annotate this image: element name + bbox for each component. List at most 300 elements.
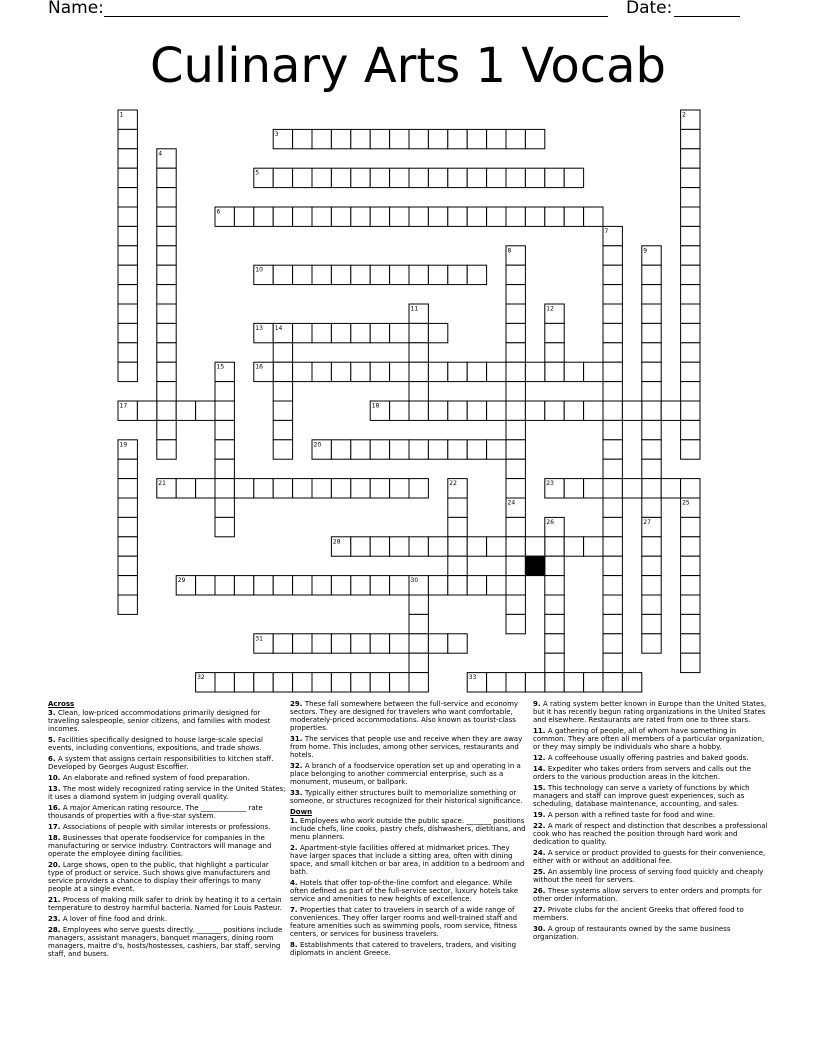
grid-cell[interactable] <box>409 537 428 556</box>
grid-cell[interactable] <box>603 246 622 265</box>
grid-cell[interactable] <box>293 479 312 498</box>
grid-cell[interactable] <box>642 576 661 595</box>
grid-cell[interactable] <box>157 246 176 265</box>
grid-cell[interactable] <box>642 343 661 362</box>
grid-cell[interactable] <box>681 285 700 304</box>
grid-cell[interactable] <box>622 401 641 420</box>
grid-cell[interactable] <box>293 323 312 342</box>
grid-cell[interactable] <box>506 129 525 148</box>
grid-cell[interactable] <box>506 382 525 401</box>
grid-cell[interactable] <box>564 479 583 498</box>
grid-cell[interactable] <box>351 634 370 653</box>
grid-cell[interactable] <box>409 362 428 381</box>
grid-cell[interactable] <box>157 226 176 245</box>
grid-cell[interactable] <box>681 149 700 168</box>
grid-cell[interactable] <box>545 323 564 342</box>
grid-cell[interactable] <box>584 401 603 420</box>
grid-cell[interactable] <box>312 362 331 381</box>
grid-cell[interactable] <box>564 673 583 692</box>
grid-cell[interactable] <box>312 576 331 595</box>
grid-cell[interactable] <box>409 653 428 672</box>
grid-cell[interactable] <box>312 323 331 342</box>
grid-cell[interactable] <box>506 576 525 595</box>
grid-cell[interactable] <box>506 537 525 556</box>
grid-cell[interactable] <box>409 401 428 420</box>
grid-cell[interactable] <box>176 479 195 498</box>
grid-cell[interactable] <box>312 168 331 187</box>
grid-cell[interactable] <box>428 362 447 381</box>
grid-cell[interactable] <box>584 673 603 692</box>
grid-cell[interactable] <box>234 673 253 692</box>
grid-cell[interactable] <box>293 168 312 187</box>
grid-cell[interactable] <box>603 517 622 536</box>
grid-cell[interactable] <box>370 537 389 556</box>
grid-cell[interactable] <box>215 459 234 478</box>
grid-cell[interactable] <box>293 265 312 284</box>
grid-cell[interactable] <box>273 168 292 187</box>
grid-cell[interactable] <box>681 207 700 226</box>
grid-cell[interactable] <box>157 382 176 401</box>
grid-cell[interactable] <box>234 576 253 595</box>
grid-cell[interactable] <box>681 168 700 187</box>
grid-cell[interactable] <box>370 129 389 148</box>
grid-cell[interactable] <box>409 673 428 692</box>
grid-cell[interactable] <box>642 459 661 478</box>
grid-cell[interactable] <box>642 595 661 614</box>
grid-cell[interactable] <box>331 634 350 653</box>
grid-cell[interactable] <box>215 517 234 536</box>
grid-cell[interactable] <box>487 207 506 226</box>
grid-cell[interactable] <box>603 401 622 420</box>
grid-cell[interactable] <box>603 304 622 323</box>
grid-cell[interactable] <box>409 129 428 148</box>
grid-cell[interactable] <box>681 226 700 245</box>
grid-cell[interactable] <box>545 653 564 672</box>
grid-cell[interactable] <box>273 362 292 381</box>
grid-cell[interactable] <box>448 517 467 536</box>
grid-cell[interactable] <box>448 634 467 653</box>
grid-cell[interactable] <box>603 614 622 633</box>
grid-cell[interactable] <box>545 207 564 226</box>
grid-cell[interactable] <box>448 576 467 595</box>
grid-cell[interactable] <box>390 168 409 187</box>
grid-cell[interactable] <box>564 362 583 381</box>
grid-cell[interactable] <box>351 479 370 498</box>
grid-cell[interactable] <box>312 265 331 284</box>
grid-cell[interactable] <box>118 479 137 498</box>
grid-cell[interactable] <box>448 440 467 459</box>
grid-cell[interactable] <box>681 440 700 459</box>
grid-cell[interactable] <box>603 382 622 401</box>
grid-cell[interactable] <box>157 323 176 342</box>
grid-cell[interactable] <box>467 576 486 595</box>
grid-cell[interactable] <box>273 420 292 439</box>
grid-cell[interactable] <box>603 653 622 672</box>
grid-cell[interactable] <box>351 440 370 459</box>
grid-cell[interactable] <box>506 207 525 226</box>
grid-cell[interactable] <box>428 537 447 556</box>
grid-cell[interactable] <box>118 129 137 148</box>
grid-cell[interactable] <box>157 362 176 381</box>
grid-cell[interactable] <box>293 634 312 653</box>
grid-cell[interactable] <box>390 207 409 226</box>
grid-cell[interactable] <box>564 401 583 420</box>
grid-cell[interactable] <box>564 537 583 556</box>
grid-cell[interactable] <box>273 634 292 653</box>
grid-cell[interactable] <box>331 440 350 459</box>
grid-cell[interactable] <box>642 556 661 575</box>
grid-cell[interactable] <box>370 207 389 226</box>
grid-cell[interactable] <box>448 498 467 517</box>
grid-cell[interactable] <box>506 517 525 536</box>
grid-cell[interactable] <box>215 440 234 459</box>
grid-cell[interactable] <box>603 362 622 381</box>
grid-cell[interactable] <box>681 614 700 633</box>
grid-cell[interactable] <box>118 226 137 245</box>
grid-cell[interactable] <box>603 537 622 556</box>
grid-cell[interactable] <box>312 673 331 692</box>
grid-cell[interactable] <box>622 673 641 692</box>
grid-cell[interactable] <box>545 343 564 362</box>
grid-cell[interactable] <box>390 576 409 595</box>
grid-cell[interactable] <box>642 634 661 653</box>
grid-cell[interactable] <box>506 459 525 478</box>
grid-cell[interactable] <box>681 576 700 595</box>
grid-cell[interactable] <box>584 479 603 498</box>
grid-cell[interactable] <box>506 323 525 342</box>
grid-cell[interactable] <box>196 576 215 595</box>
grid-cell[interactable] <box>584 207 603 226</box>
grid-cell[interactable] <box>681 382 700 401</box>
grid-cell[interactable] <box>390 479 409 498</box>
grid-cell[interactable] <box>118 323 137 342</box>
grid-cell[interactable] <box>118 246 137 265</box>
grid-cell[interactable] <box>351 168 370 187</box>
grid-cell[interactable] <box>448 556 467 575</box>
grid-cell[interactable] <box>370 479 389 498</box>
grid-cell[interactable] <box>390 537 409 556</box>
grid-cell[interactable] <box>409 595 428 614</box>
grid-cell[interactable] <box>254 207 273 226</box>
grid-cell[interactable] <box>506 168 525 187</box>
grid-cell[interactable] <box>603 440 622 459</box>
grid-cell[interactable] <box>681 246 700 265</box>
grid-cell[interactable] <box>681 343 700 362</box>
grid-cell[interactable] <box>409 323 428 342</box>
grid-cell[interactable] <box>428 265 447 284</box>
grid-cell[interactable] <box>603 498 622 517</box>
grid-cell[interactable] <box>273 382 292 401</box>
grid-cell[interactable] <box>448 265 467 284</box>
grid-cell[interactable] <box>525 207 544 226</box>
grid-cell[interactable] <box>157 207 176 226</box>
grid-cell[interactable] <box>370 440 389 459</box>
grid-cell[interactable] <box>487 129 506 148</box>
grid-cell[interactable] <box>157 420 176 439</box>
grid-cell[interactable] <box>428 401 447 420</box>
grid-cell[interactable] <box>545 537 564 556</box>
grid-cell[interactable] <box>331 479 350 498</box>
grid-cell[interactable] <box>157 285 176 304</box>
grid-cell[interactable] <box>642 265 661 284</box>
grid-cell[interactable] <box>409 343 428 362</box>
grid-cell[interactable] <box>584 537 603 556</box>
grid-cell[interactable] <box>409 382 428 401</box>
grid-cell[interactable] <box>603 459 622 478</box>
grid-cell[interactable] <box>467 129 486 148</box>
grid-cell[interactable] <box>467 265 486 284</box>
grid-cell[interactable] <box>118 595 137 614</box>
grid-cell[interactable] <box>681 634 700 653</box>
grid-cell[interactable] <box>118 537 137 556</box>
grid-cell[interactable] <box>331 576 350 595</box>
grid-cell[interactable] <box>234 479 253 498</box>
grid-cell[interactable] <box>390 129 409 148</box>
grid-cell[interactable] <box>409 614 428 633</box>
grid-cell[interactable] <box>215 401 234 420</box>
grid-cell[interactable] <box>545 634 564 653</box>
grid-cell[interactable] <box>681 556 700 575</box>
grid-cell[interactable] <box>370 323 389 342</box>
grid-cell[interactable] <box>603 420 622 439</box>
grid-cell[interactable] <box>157 265 176 284</box>
grid-cell[interactable] <box>681 188 700 207</box>
grid-cell[interactable] <box>273 343 292 362</box>
grid-cell[interactable] <box>351 323 370 342</box>
grid-cell[interactable] <box>118 362 137 381</box>
grid-cell[interactable] <box>196 401 215 420</box>
grid-cell[interactable] <box>331 673 350 692</box>
grid-cell[interactable] <box>545 168 564 187</box>
grid-cell[interactable] <box>293 129 312 148</box>
grid-cell[interactable] <box>506 614 525 633</box>
grid-cell[interactable] <box>273 207 292 226</box>
grid-cell[interactable] <box>642 285 661 304</box>
grid-cell[interactable] <box>409 207 428 226</box>
grid-cell[interactable] <box>157 188 176 207</box>
grid-cell[interactable] <box>448 537 467 556</box>
grid-cell[interactable] <box>331 168 350 187</box>
grid-cell[interactable] <box>506 401 525 420</box>
grid-cell[interactable] <box>351 265 370 284</box>
grid-cell[interactable] <box>176 401 195 420</box>
grid-cell[interactable] <box>293 576 312 595</box>
grid-cell[interactable] <box>351 207 370 226</box>
grid-cell[interactable] <box>525 537 544 556</box>
grid-cell[interactable] <box>118 285 137 304</box>
grid-cell[interactable] <box>390 634 409 653</box>
grid-cell[interactable] <box>603 479 622 498</box>
grid-cell[interactable] <box>642 614 661 633</box>
grid-cell[interactable] <box>428 129 447 148</box>
grid-cell[interactable] <box>254 576 273 595</box>
grid-cell[interactable] <box>642 401 661 420</box>
grid-cell[interactable] <box>584 362 603 381</box>
grid-cell[interactable] <box>351 129 370 148</box>
grid-cell[interactable] <box>681 537 700 556</box>
grid-cell[interactable] <box>409 440 428 459</box>
grid-cell[interactable] <box>545 576 564 595</box>
grid-cell[interactable] <box>642 362 661 381</box>
grid-cell[interactable] <box>409 265 428 284</box>
grid-cell[interactable] <box>273 401 292 420</box>
grid-cell[interactable] <box>603 285 622 304</box>
grid-cell[interactable] <box>545 556 564 575</box>
grid-cell[interactable] <box>506 285 525 304</box>
grid-cell[interactable] <box>467 440 486 459</box>
grid-cell[interactable] <box>642 537 661 556</box>
grid-cell[interactable] <box>603 673 622 692</box>
grid-cell[interactable] <box>273 479 292 498</box>
grid-cell[interactable] <box>681 517 700 536</box>
grid-cell[interactable] <box>622 479 641 498</box>
grid-cell[interactable] <box>487 401 506 420</box>
grid-cell[interactable] <box>157 168 176 187</box>
grid-cell[interactable] <box>157 343 176 362</box>
grid-cell[interactable] <box>603 576 622 595</box>
grid-cell[interactable] <box>390 440 409 459</box>
grid-cell[interactable] <box>370 265 389 284</box>
grid-cell[interactable] <box>390 673 409 692</box>
grid-cell[interactable] <box>428 323 447 342</box>
grid-cell[interactable] <box>428 207 447 226</box>
grid-cell[interactable] <box>525 673 544 692</box>
grid-cell[interactable] <box>448 362 467 381</box>
grid-cell[interactable] <box>506 420 525 439</box>
grid-cell[interactable] <box>351 673 370 692</box>
grid-cell[interactable] <box>525 362 544 381</box>
grid-cell[interactable] <box>603 634 622 653</box>
grid-cell[interactable] <box>118 459 137 478</box>
grid-cell[interactable] <box>254 673 273 692</box>
grid-cell[interactable] <box>118 265 137 284</box>
grid-cell[interactable] <box>603 595 622 614</box>
grid-cell[interactable] <box>331 207 350 226</box>
grid-cell[interactable] <box>293 207 312 226</box>
grid-cell[interactable] <box>487 362 506 381</box>
grid-cell[interactable] <box>681 479 700 498</box>
grid-cell[interactable] <box>428 440 447 459</box>
grid-cell[interactable] <box>603 265 622 284</box>
grid-cell[interactable] <box>603 556 622 575</box>
grid-cell[interactable] <box>603 323 622 342</box>
grid-cell[interactable] <box>681 401 700 420</box>
grid-cell[interactable] <box>118 498 137 517</box>
grid-cell[interactable] <box>118 343 137 362</box>
grid-cell[interactable] <box>370 168 389 187</box>
grid-cell[interactable] <box>564 168 583 187</box>
grid-cell[interactable] <box>467 401 486 420</box>
grid-cell[interactable] <box>642 382 661 401</box>
grid-cell[interactable] <box>642 440 661 459</box>
grid-cell[interactable] <box>273 265 292 284</box>
grid-cell[interactable] <box>215 382 234 401</box>
grid-cell[interactable] <box>448 401 467 420</box>
grid-cell[interactable] <box>118 304 137 323</box>
grid-cell[interactable] <box>661 479 680 498</box>
grid-cell[interactable] <box>681 323 700 342</box>
grid-cell[interactable] <box>467 362 486 381</box>
grid-cell[interactable] <box>661 401 680 420</box>
grid-cell[interactable] <box>448 207 467 226</box>
grid-cell[interactable] <box>234 207 253 226</box>
grid-cell[interactable] <box>467 168 486 187</box>
grid-cell[interactable] <box>215 576 234 595</box>
grid-cell[interactable] <box>215 498 234 517</box>
grid-cell[interactable] <box>331 362 350 381</box>
grid-cell[interactable] <box>506 362 525 381</box>
grid-cell[interactable] <box>331 265 350 284</box>
grid-cell[interactable] <box>118 576 137 595</box>
grid-cell[interactable] <box>428 168 447 187</box>
grid-cell[interactable] <box>312 479 331 498</box>
grid-cell[interactable] <box>545 614 564 633</box>
grid-cell[interactable] <box>390 265 409 284</box>
grid-cell[interactable] <box>331 323 350 342</box>
grid-cell[interactable] <box>370 362 389 381</box>
grid-cell[interactable] <box>545 362 564 381</box>
grid-cell[interactable] <box>487 537 506 556</box>
grid-cell[interactable] <box>642 323 661 342</box>
grid-cell[interactable] <box>118 517 137 536</box>
grid-cell[interactable] <box>312 207 331 226</box>
grid-cell[interactable] <box>681 304 700 323</box>
grid-cell[interactable] <box>506 673 525 692</box>
grid-cell[interactable] <box>487 440 506 459</box>
grid-cell[interactable] <box>370 673 389 692</box>
grid-cell[interactable] <box>545 673 564 692</box>
grid-cell[interactable] <box>525 401 544 420</box>
grid-cell[interactable] <box>681 265 700 284</box>
grid-cell[interactable] <box>448 129 467 148</box>
grid-cell[interactable] <box>331 129 350 148</box>
grid-cell[interactable] <box>525 129 544 148</box>
grid-cell[interactable] <box>215 673 234 692</box>
grid-cell[interactable] <box>157 440 176 459</box>
grid-cell[interactable] <box>681 595 700 614</box>
grid-cell[interactable] <box>506 556 525 575</box>
grid-cell[interactable] <box>487 168 506 187</box>
grid-cell[interactable] <box>370 576 389 595</box>
grid-cell[interactable] <box>506 440 525 459</box>
grid-cell[interactable] <box>351 362 370 381</box>
grid-cell[interactable] <box>312 129 331 148</box>
grid-cell[interactable] <box>642 304 661 323</box>
grid-cell[interactable] <box>681 653 700 672</box>
grid-cell[interactable] <box>254 479 273 498</box>
grid-cell[interactable] <box>545 595 564 614</box>
grid-cell[interactable] <box>642 420 661 439</box>
grid-cell[interactable] <box>390 362 409 381</box>
grid-cell[interactable] <box>603 343 622 362</box>
grid-cell[interactable] <box>118 207 137 226</box>
grid-cell[interactable] <box>467 537 486 556</box>
grid-cell[interactable] <box>390 401 409 420</box>
grid-cell[interactable] <box>215 420 234 439</box>
grid-cell[interactable] <box>196 479 215 498</box>
grid-cell[interactable] <box>506 265 525 284</box>
grid-cell[interactable] <box>506 343 525 362</box>
grid-cell[interactable] <box>506 595 525 614</box>
grid-cell[interactable] <box>273 440 292 459</box>
grid-cell[interactable] <box>157 401 176 420</box>
grid-cell[interactable] <box>409 479 428 498</box>
grid-cell[interactable] <box>487 576 506 595</box>
grid-cell[interactable] <box>118 149 137 168</box>
grid-cell[interactable] <box>467 207 486 226</box>
grid-cell[interactable] <box>428 576 447 595</box>
grid-cell[interactable] <box>312 634 331 653</box>
